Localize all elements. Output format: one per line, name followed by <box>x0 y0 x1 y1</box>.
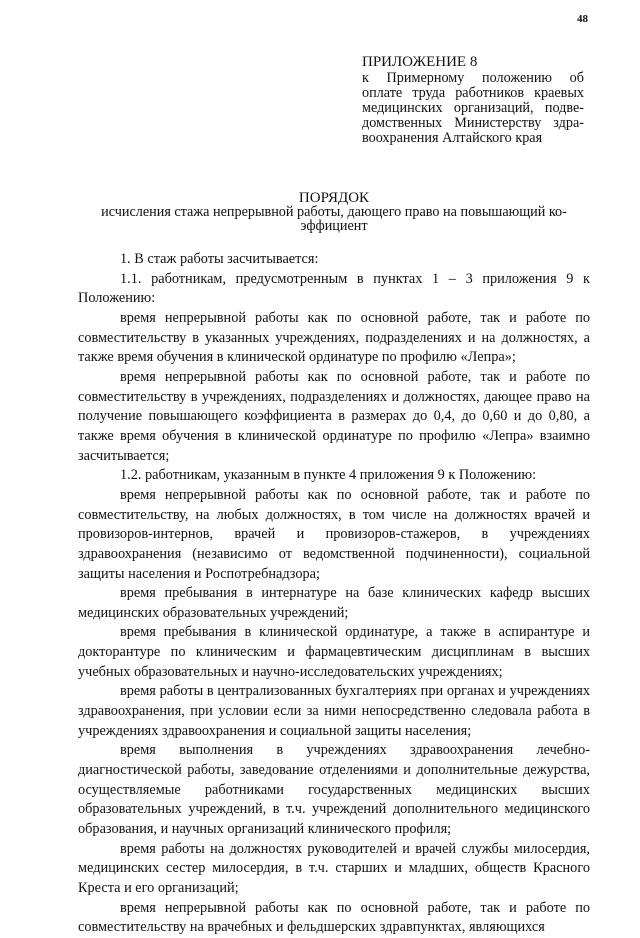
paragraph: время работы в централизованных бухгалтериях при органах и учреждениях здравоохранения, при условии если за ними непосредственно следовала работа в учреждениях здравоохранения и социальной защиты населения; <box>78 683 590 739</box>
document-heading <box>76 191 592 233</box>
paragraph: время работы на должностях руководителей и врачей службы милосердия, медицинских сестер милосердия, в т.ч. старших и младших, обществ Красного Креста и его организаций; <box>78 840 590 896</box>
appendix-line: домственных Министерству здра- <box>362 115 584 131</box>
appendix-line: медицинских организаций, подве- <box>362 100 584 116</box>
appendix-line: воохранения Алтайского края <box>362 130 543 146</box>
document-title: ПОРЯДОК <box>298 190 370 206</box>
appendix-title: ПРИЛОЖЕНИЕ 8 <box>362 54 478 70</box>
appendix-line: к Примерному положению об <box>362 70 584 86</box>
paragraph: время непрерывной работы как по основной работе, так и работе по совместительству на врачебных и фельдшерских здравпунктах, являющихся <box>78 899 590 936</box>
paragraph: время непрерывной работы как по основной работе, так и работе по совместительству в учреждениях, подразделениях и должностях, дающее право на получение повышающего коэффициента в размерах до 0,4, до 0,60 и до 0,80, а также время обучения в клинической ординатуре по профилю «Лепра» взаимно засчитывается; <box>78 368 590 464</box>
page-number: 48 <box>577 13 588 25</box>
paragraph: время непрерывной работы как по основной работе, так и работе по совместительству в указанных учреждениях, подразделениях и на должностях, а также время обучения в клинической ординатуре по профилю «Лепра»; <box>78 309 590 366</box>
appendix-header <box>362 55 584 146</box>
paragraph: время пребывания в клинической ординатуре, а также в аспирантуре и докторантуре по клиническим и фармацевтическим дисциплинам в высших учебных образовательных и научно-исследовательских учреждениях; <box>78 624 590 680</box>
paragraph: 1. В стаж работы засчитывается: <box>120 251 319 267</box>
document-body <box>78 250 590 938</box>
paragraph: время пребывания в интернатуре на базе клинических кафедр высших медицинских образовательных учреждений; <box>78 585 590 621</box>
paragraph: время непрерывной работы как по основной работе, так и работе по совместительству, на любых должностях, в том числе на должностях врачей и провизоров-интернов, врачей и провизоров-стажеров, в учреждениях здравоохранения (независимо от ведомственной подчиненности), социальной защиты населения и Роспотребнадзора; <box>78 486 590 582</box>
paragraph: 1.2. работникам, указанным в пункте 4 приложения 9 к Положению: <box>120 467 537 484</box>
document-subtitle: исчисления стажа непрерывной работы, дающего право на повышающий ко-эффициент <box>101 204 567 234</box>
paragraph: время выполнения в учреждениях здравоохранения лечебно-диагностической работы, заведование отделениями и дополнительные дежурства, осуществляемые работниками государственных медицинских высших образовательных учреждений, в т.ч. учреждений дополнительного медицинского образования, и научных организаций клинического профиля; <box>78 742 590 838</box>
appendix-line: оплате труда работников краевых <box>362 85 584 101</box>
paragraph: 1.1. работникам, предусмотренным в пунктах 1 – 3 приложения 9 к Положению: <box>78 270 590 307</box>
appendix-text <box>362 71 584 146</box>
